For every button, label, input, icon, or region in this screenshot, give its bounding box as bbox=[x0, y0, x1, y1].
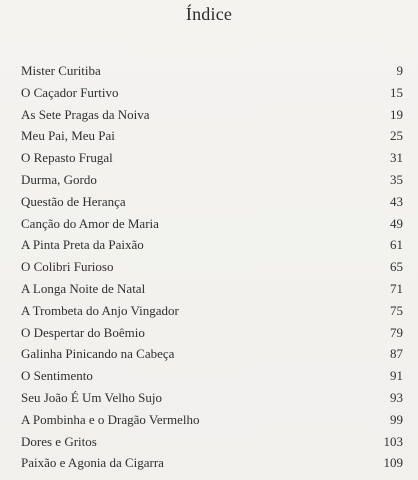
toc-entry-title: Durma, Gordo bbox=[21, 171, 97, 187]
toc-entry-page: 103 bbox=[383, 433, 403, 449]
toc-entry-title: Questão de Herança bbox=[21, 193, 126, 209]
toc-entry bbox=[21, 343, 403, 365]
toc-entry bbox=[21, 125, 403, 147]
toc-entry bbox=[21, 300, 403, 322]
toc-entry-page: 109 bbox=[383, 455, 403, 471]
toc-entry-page: 79 bbox=[390, 324, 403, 340]
toc-entry-title: A Trombeta do Anjo Vingador bbox=[21, 302, 179, 318]
toc-entry bbox=[21, 452, 403, 474]
toc-entry bbox=[21, 213, 403, 235]
toc-entry-page: 43 bbox=[390, 193, 403, 209]
toc-entry-page: 93 bbox=[390, 389, 403, 405]
toc-entry-title: A Pinta Preta da Paixão bbox=[21, 237, 144, 253]
toc-entry-page: 25 bbox=[390, 128, 403, 144]
toc-entry bbox=[21, 278, 403, 300]
toc-entry-title: A Longa Noite de Natal bbox=[21, 280, 146, 296]
toc-entry bbox=[21, 256, 403, 278]
toc-entry bbox=[21, 169, 403, 191]
toc-entry-page: 65 bbox=[390, 259, 403, 275]
toc-entry-title: Seu João É Um Velho Sujo bbox=[21, 389, 162, 405]
table-of-contents bbox=[21, 60, 403, 474]
toc-entry-page: 75 bbox=[390, 302, 403, 318]
toc-entry bbox=[21, 387, 403, 409]
toc-entry bbox=[21, 82, 403, 104]
toc-entry bbox=[21, 365, 403, 387]
toc-entry-title: A Pombinha e o Dragão Vermelho bbox=[21, 411, 200, 427]
toc-entry-page: 31 bbox=[390, 150, 403, 166]
toc-entry-title: O Despertar do Boêmio bbox=[21, 324, 145, 340]
toc-entry-page: 71 bbox=[390, 280, 403, 296]
toc-entry-title: As Sete Pragas da Noiva bbox=[21, 106, 150, 122]
toc-entry-page: 19 bbox=[390, 106, 403, 122]
toc-entry bbox=[21, 322, 403, 344]
toc-entry bbox=[21, 409, 403, 431]
toc-entry-page: 15 bbox=[390, 84, 403, 100]
toc-entry bbox=[21, 104, 403, 126]
toc-entry bbox=[21, 234, 403, 256]
page-title: Índice bbox=[185, 4, 233, 24]
toc-entry-title: Canção do Amor de Maria bbox=[21, 215, 159, 231]
toc-entry-title: Dores e Gritos bbox=[21, 433, 97, 449]
toc-entry-title: O Sentimento bbox=[21, 368, 93, 384]
toc-entry-page: 9 bbox=[396, 63, 403, 78]
toc-entry-page: 87 bbox=[390, 346, 403, 362]
toc-entry-page: 49 bbox=[390, 215, 403, 231]
toc-entry-title: O Repasto Frugal bbox=[21, 150, 113, 166]
toc-entry-title: Galinha Pinicando na Cabeça bbox=[21, 346, 175, 362]
toc-entry-page: 99 bbox=[390, 411, 403, 427]
toc-entry bbox=[21, 60, 403, 82]
toc-entry-title: O Caçador Furtivo bbox=[21, 84, 119, 100]
toc-entry bbox=[21, 191, 403, 213]
toc-entry bbox=[21, 431, 403, 453]
toc-entry bbox=[21, 147, 403, 169]
toc-entry-page: 35 bbox=[390, 171, 403, 187]
toc-entry-title: O Colibri Furioso bbox=[21, 259, 114, 275]
toc-entry-page: 61 bbox=[390, 237, 403, 253]
toc-entry-title: Meu Pai, Meu Pai bbox=[21, 128, 115, 144]
toc-entry-page: 91 bbox=[390, 368, 403, 384]
toc-entry-title: Mister Curitiba bbox=[21, 63, 101, 78]
toc-entry-title: Paixão e Agonia da Cigarra bbox=[21, 455, 164, 471]
